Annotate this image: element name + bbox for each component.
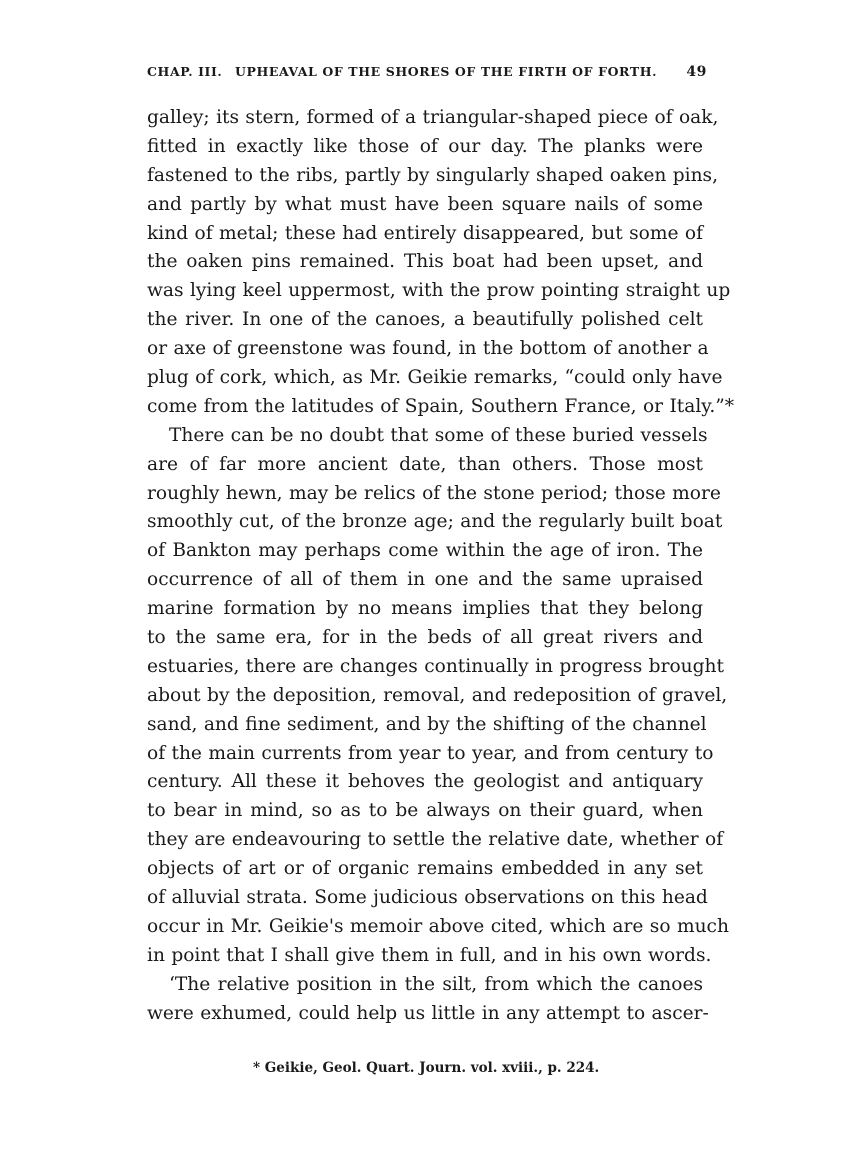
text-line: of Bankton may perhaps come within the age of iron. The: [147, 540, 703, 562]
text-line: of alluvial strata. Some judicious observations on this head: [147, 887, 708, 909]
text-line: was lying keel uppermost, with the prow pointing straight up: [147, 280, 731, 302]
text-line: in point that I shall give them in full, and in his own words.: [147, 944, 712, 966]
paragraph-2: [147, 422, 729, 971]
text-line: There can be no doubt that some of these buried vessels: [169, 424, 708, 446]
text-line: occur in Mr. Geikie's memoir above cited, which are so much: [147, 915, 729, 937]
paragraph-3: [147, 971, 709, 1029]
text-line: estuaries, there are changes continually in progress brought: [147, 655, 724, 677]
text-line: sand, and fine sediment, and by the shifting of the channel: [147, 713, 707, 735]
text-line: fastened to the ribs, partly by singularly shaped oaken pins,: [147, 164, 719, 186]
running-title: UPHEAVAL OF THE SHORES OF THE FIRTH OF FORTH.: [235, 64, 658, 79]
text-line: the oaken pins remained. This boat had been upset, and: [147, 251, 703, 273]
text-line: come from the latitudes of Spain, Southern France, or Italy.”*: [147, 395, 735, 417]
text-line: fitted in exactly like those of our day. The planks were: [147, 135, 703, 157]
text-line: they are endeavouring to settle the relative date, whether of: [147, 829, 724, 851]
page-number: 49: [686, 64, 707, 80]
chapter-label: CHAP. III.: [147, 64, 223, 79]
text-line: kind of metal; these had entirely disappeared, but some of: [147, 222, 703, 244]
text-line: smoothly cut, of the bronze age; and the regularly built boat: [147, 511, 723, 533]
text-line: plug of cork, which, as Mr. Geikie remarks, “could only have: [147, 367, 723, 389]
text-line: marine formation by no means implies that they belong: [147, 598, 703, 620]
text-line: of the main currents from year to year, and from century to: [147, 742, 714, 764]
text-line: the river. In one of the canoes, a beautifully polished celt: [147, 309, 703, 331]
text-line: to bear in mind, so as to be always on their guard, when: [147, 800, 703, 822]
text-line: about by the deposition, removal, and redeposition of gravel,: [147, 684, 728, 706]
body-text: [147, 104, 735, 1029]
text-line: ‘The relative position in the silt, from which the canoes: [169, 973, 703, 995]
text-line: objects of art or of organic remains embedded in any set: [147, 858, 703, 880]
text-line: were exhumed, could help us little in any attempt to ascer-: [147, 1002, 709, 1024]
text-line: century. All these it behoves the geologist and antiquary: [147, 771, 703, 793]
text-line: and partly by what must have been square nails of some: [147, 193, 703, 215]
text-line: are of far more ancient date, than others. Those most: [147, 453, 703, 475]
text-line: roughly hewn, may be relics of the stone period; those more: [147, 482, 721, 504]
text-line: galley; its stern, formed of a triangular-shaped piece of oak,: [147, 107, 719, 128]
text-line: or axe of greenstone was found, in the bottom of another a: [147, 338, 709, 360]
text-line: to the same era, for in the beds of all great rivers and: [147, 627, 703, 649]
paragraph-1: [147, 104, 735, 422]
running-head: [147, 64, 707, 84]
footnote: * Geikie, Geol. Quart. Journ. vol. xviii., p. 224.: [253, 1060, 600, 1076]
text-line: occurrence of all of them in one and the same upraised: [147, 569, 703, 591]
